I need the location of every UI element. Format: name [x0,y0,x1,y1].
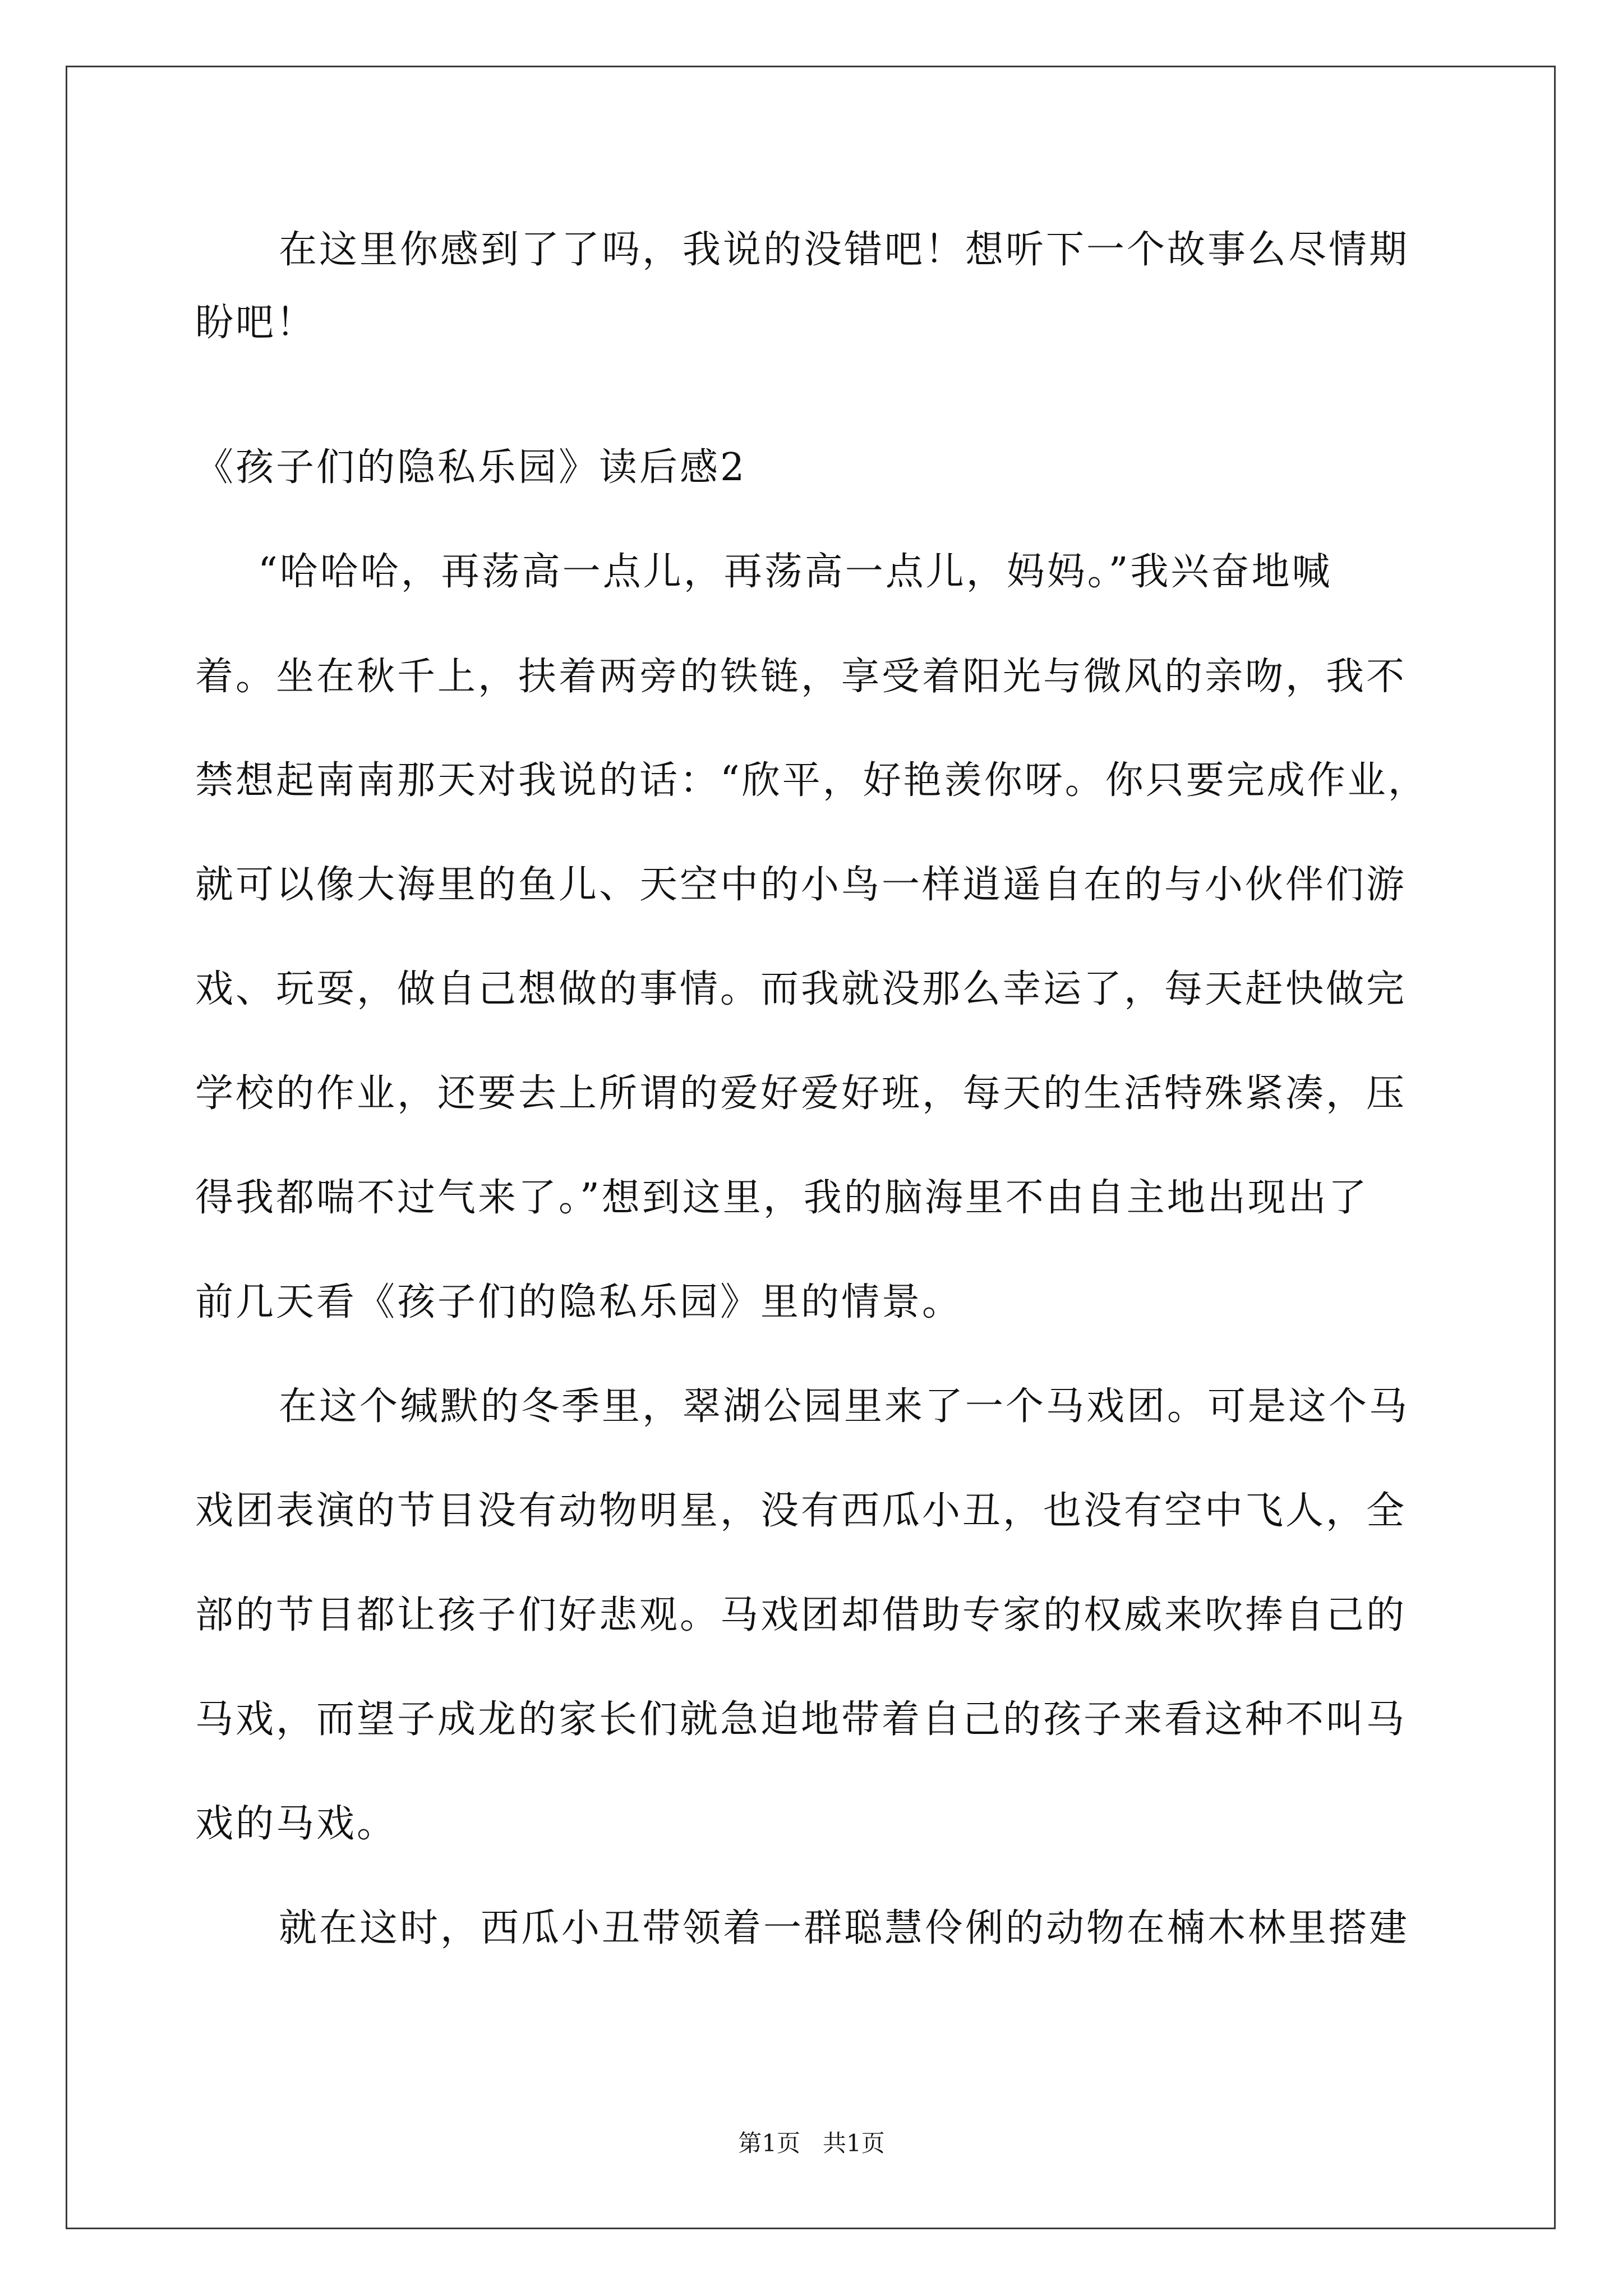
page-border [66,66,1556,2229]
text-line: 盼吧！ [195,301,317,345]
text-line: 着。坐在秋千上，扶着两旁的铁链，享受着阳光与微风的亲吻，我不 [195,655,1407,699]
section-heading: 《孩子们的隐私乐园》读后感2 [195,445,747,490]
text-line: 在这里你感到了了吗，我说的没错吧！想听下一个故事么尽情期 [279,228,1410,272]
text-line: “哈哈哈，再荡高一点儿，再荡高一点儿，妈妈。”我兴奋地喊 [258,550,1332,594]
text-line: 在这个缄默的冬季里，翠湖公园里来了一个马戏团。可是这个马 [279,1384,1410,1429]
text-line: 学校的作业，还要去上所谓的爱好爱好班，每天的生活特殊紧凑，压 [195,1071,1407,1116]
text-line: 戏的马戏。 [195,1802,398,1846]
text-line: 得我都喘不过气来了。”想到这里，我的脑海里不由自主地出现出了 [195,1176,1369,1220]
text-line: 就可以像大海里的鱼儿、天空中的小鸟一样逍遥自在的与小伙伴们游 [195,863,1407,907]
text-line: 禁想起南南那天对我说的话：“欣平，好艳羡你呀。你只要完成作业， [195,758,1428,803]
text-line: 就在这时，西瓜小丑带领着一群聪慧伶俐的动物在楠木林里搭建 [279,1906,1410,1950]
text-line: 戏、玩耍，做自己想做的事情。而我就没那么幸运了，每天赶快做完 [195,967,1407,1011]
text-line: 前几天看《孩子们的隐私乐园》里的情景。 [195,1280,963,1324]
page-indicator: 第1页 共1页 [738,2129,885,2157]
text-line: 马戏，而望子成龙的家长们就急迫地带着自己的孩子来看这种不叫马 [195,1697,1407,1742]
text-line: 戏团表演的节目没有动物明星，没有西瓜小丑，也没有空中飞人，全 [195,1489,1407,1533]
text-line: 部的节目都让孩子们好悲观。马戏团却借助专家的权威来吹捧自己的 [195,1593,1407,1637]
